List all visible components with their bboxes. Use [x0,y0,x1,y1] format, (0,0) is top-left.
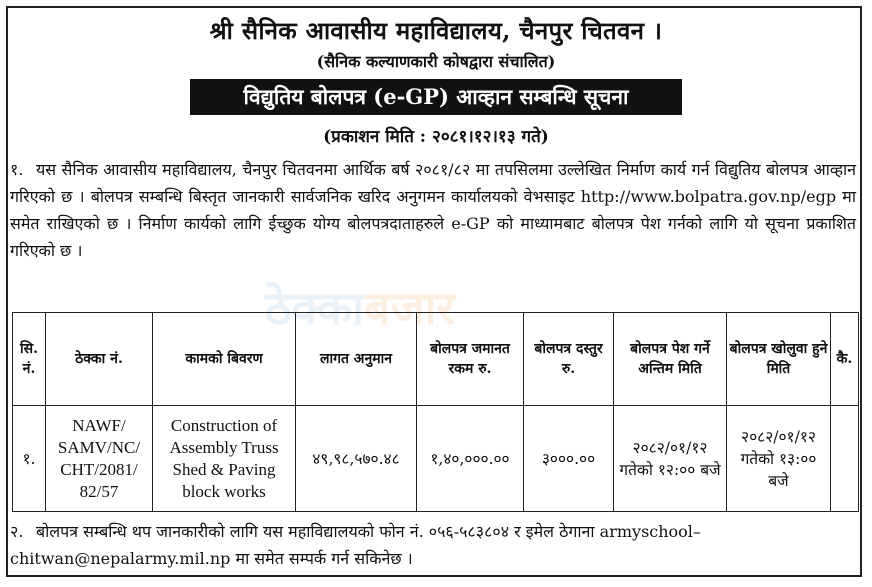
watermark-part-1: ठेक्का [265,281,365,335]
cell-cost-estimate: ४९,९८,५७०.४८ [296,406,417,512]
notice-banner [190,79,682,115]
table-row [13,406,859,512]
paragraph-2 [10,518,856,572]
school-title: श्री सैनिक आवासीय महाविद्यालय, चैनपुर चितवन । [209,16,663,45]
header-sn: सि. नं. [13,313,46,406]
cell-contract-no: NAWF/ SAMV/NC/ CHT/2081/ 82/57 [46,406,153,512]
cell-submission-deadline: २०८२/०१/१२ गतेको १२:०० बजे [614,406,727,512]
header-contract-no: ठेक्का नं. [46,313,153,406]
table-header-row [13,313,859,406]
cell-bid-security: १,४०,०००.०० [417,406,524,512]
cell-sn: १. [13,406,46,512]
header-description: कामको बिवरण [153,313,296,406]
header-cost-estimate: लागत अनुमान [296,313,417,406]
cell-opening-date: २०८२/०१/१२ गतेको १३:०० बजे [727,406,831,512]
watermark-part-2: बजार [364,281,456,335]
header-bid-fee: बोलपत्र दस्तुर रु. [524,313,614,406]
tender-table [12,312,859,512]
paragraph-1-number: १. [10,160,24,179]
school-subtitle: (सैनिक कल्याणकारी कोषद्वारा संचालित) [316,52,556,71]
paragraph-1 [10,156,856,264]
header-submission-deadline: बोलपत्र पेश गर्ने अन्तिम मिति [614,313,727,406]
paragraph-2-number: २. [10,522,24,541]
publication-date: (प्रकाशन मिति : २०८१।१२।१३ गते) [323,127,549,147]
notice-banner-text: विद्युतिय बोलपत्र (e-GP) आव्हान सम्बन्धि सूचना [243,84,629,109]
cell-bid-fee: ३०००.०० [524,406,614,512]
paragraph-1-text: यस सैनिक आवासीय महाविद्यालय, चैनपुर चितवनमा आर्थिक बर्ष २०८१/८२ मा तपसिलमा उल्लेखित निर्माण कार्य गर्न विद्युतिय बोलपत्र आव्हान गरिएको छ । बोलपत्र सम्बन्धि बिस्तृत जानकारी सार्वजनिक खरिद अनुगमन कार्यालयको वेभसाइट http://www.bolpatra.gov.np/egp मा समेत राखिएको छ । निर्माण कार्यको लागि ईच्छुक योग्य बोलपत्रदाताहरुले e-GP को माध्यामबाट बोलपत्र पेश गर्नको लागि यो सूचना प्रकाशित गरिएको छ । [10,160,856,260]
header-opening-date: बोलपत्र खोलुवा हुने मिति [727,313,831,406]
cell-remarks [831,406,859,512]
paragraph-2-text: बोलपत्र सम्बन्धि थप जानकारीको लागि यस महाविद्यालयको फोन नं. ०५६-५८३८०४ र इमेल ठेगाना armyschool–chitwan@nepalarmy.mil.np मा समेत सम्पर्क गर्न सकिनेछ । [10,522,701,568]
header-remarks: कै. [831,313,859,406]
cell-description: Construction of Assembly Truss Shed & Paving block works [153,406,296,512]
header-bid-security: बोलपत्र जमानत रकम रु. [417,313,524,406]
